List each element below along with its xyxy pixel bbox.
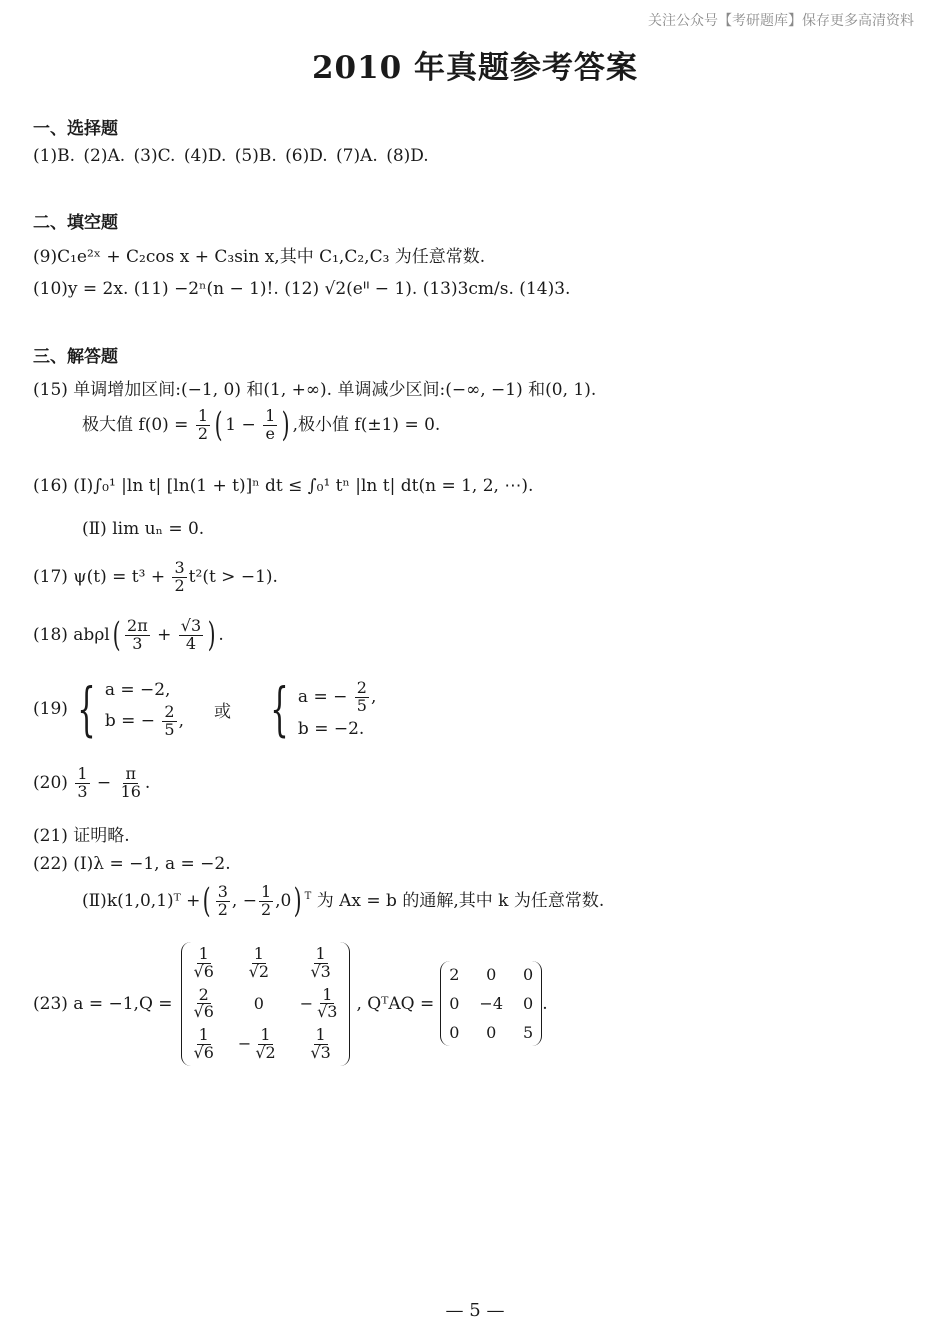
q15-fraction-half: $\frac{1}{2}$ (197, 406, 209, 443)
answer-22-part2: (Ⅱ)k(1,0,1)ᵀ +( $\frac{3}{2}$ , − $\frac{1}{2}$ ,0) $^T$ 为 Ax = b 的通解,其中 k 为任意常数. (82, 881, 605, 922)
section-heading-fill: 二、填空题 (33, 213, 118, 233)
matrix-QtAQ: 2 0 0 0 −4 0 0 0 5 (440, 961, 542, 1046)
answer-23 (33, 942, 548, 1066)
q17-prefix: (17) ψ(t) = t³ + (33, 566, 166, 587)
answer-16-part2: (Ⅱ) lim uₙ = 0. (82, 519, 205, 539)
watermark-note: 关注公众号【考研题库】保存更多高清资料 (648, 13, 914, 29)
q18-fraction-sqrt3-4: $\frac{√3}{4}$ (180, 616, 202, 653)
answers-10-14: (10)y = 2x. (11) −2ⁿ(n − 1)!. (12) √2(eᐦ − 1). (13)3cm/s. (14)3. (33, 279, 571, 299)
q23-end: . (542, 993, 548, 1014)
answer-9: (9)C₁e²ˣ + C₂cos x + C₃sin x,其中 C₁,C₂,C₃ 为任意常数. (33, 247, 486, 267)
answer-19: (19) { a = −2, b = − $\frac{2}{5}$ , 或 { a = − $\frac{2}{5}$ , b = −2. (33, 675, 377, 744)
q18-prefix: (18) abρl (33, 624, 110, 645)
answer-21: (21) 证明略. (33, 826, 130, 846)
answer-22-part1: (22) (Ⅰ)λ = −1, a = −2. (33, 854, 231, 874)
q23-prefix: (23) a = −1,Q = (33, 993, 173, 1014)
q19-label: (19) (33, 699, 68, 720)
q23-mid: , QᵀAQ = (356, 993, 435, 1014)
q19-or: 或 (214, 701, 231, 722)
answer-17 (33, 560, 278, 595)
q15-suffix: ,极小值 f(±1) = 0. (292, 414, 441, 435)
answer-16-part1: (16) (Ⅰ)∫₀¹ |ln t| [ln(1 + t)]ⁿ dt ≤ ∫₀¹ tⁿ |ln t| dt(n = 1, 2, ⋯). (33, 476, 534, 496)
answer-20: (20) $\frac{1}{3}$ − $\frac{\pi}{16}$ . (33, 764, 151, 801)
answer-15-extrema: 极大值 f(0) = $\frac{1}{2}$ ( 1 − $\frac{1}{e}$ ) ,极小值 f(±1) = 0. (82, 405, 441, 446)
q22-suffix: 为 Ax = b 的通解,其中 k 为任意常数. (316, 890, 605, 911)
q15-prefix: 极大值 f(0) = (82, 414, 189, 435)
q20-label: (20) (33, 772, 68, 793)
choice-answers: (1)B. (2)A. (3)C. (4)D. (5)B. (6)D. (7)A. (8)D. (33, 146, 429, 166)
answer-15-intervals: (15) 单调增加区间:(−1, 0) 和(1, +∞). 单调减少区间:(−∞, −1) 和(0, 1). (33, 380, 597, 400)
q17-suffix: t²(t > −1). (188, 566, 278, 587)
q22-prefix: (Ⅱ)k(1,0,1)ᵀ + (82, 890, 201, 911)
q17-fraction: $\frac{3}{2}$ (174, 558, 185, 595)
q15-fraction-1-over-e: $\frac{1}{e}$ (265, 406, 276, 443)
page-title: 2010 年真题参考答案 (311, 50, 639, 86)
q18-fraction-2pi-3: $\frac{2\pi}{3}$ (127, 616, 148, 653)
section-heading-solve: 三、解答题 (33, 347, 118, 367)
answer-18: (18) abρl( $\frac{2\pi}{3}$ + $\frac{√3}{4}$ ) . (33, 615, 224, 656)
matrix-Q: $\frac{1}{√6}$ $\frac{1}{√2}$ $\frac{1}{√3}$ $\frac{2}{√6}$ 0 − $\frac{1}{√3}$ $\frac{1}{√6}$ − $\frac{1}{√2}$ $\frac{1}{√3}$ (181, 942, 351, 1066)
page-number: — 5 — (445, 1300, 505, 1321)
section-heading-choice: 一、选择题 (33, 119, 118, 139)
